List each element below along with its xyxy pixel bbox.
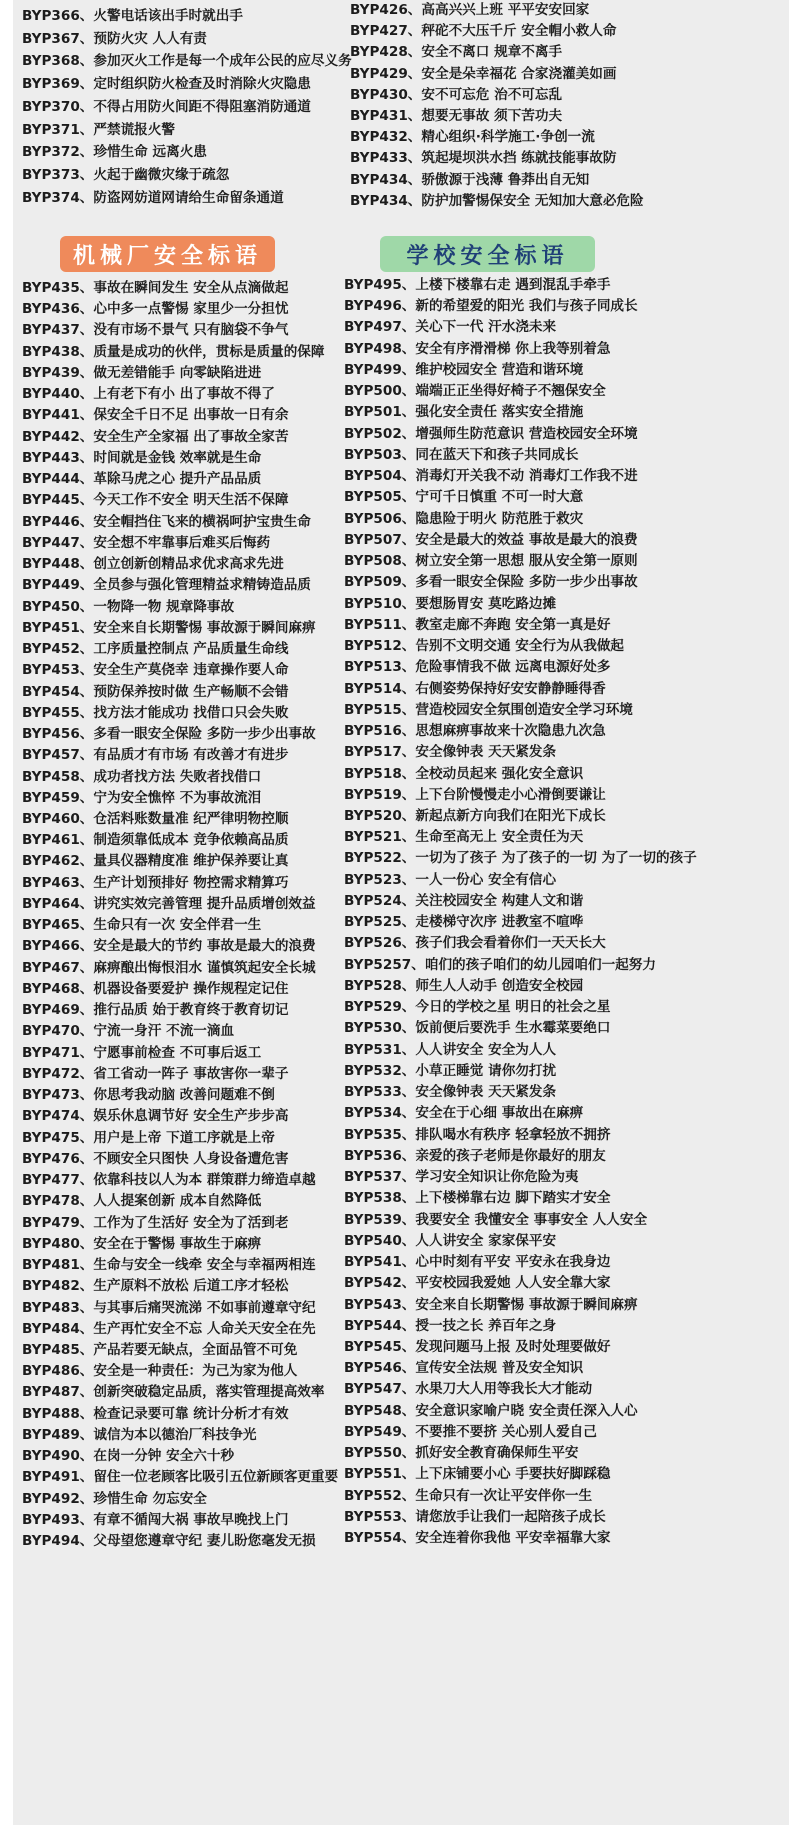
slogan-item: BYP510、要想肠胃安 莫吃路边摊	[344, 595, 557, 612]
slogan-item: BYP515、营造校园安全氛围创造安全学习环境	[344, 701, 633, 718]
slogan-item: BYP518、全校动员起来 强化安全意识	[344, 765, 584, 782]
slogan-item: BYP471、宁愿事前检查 不可事后返工	[22, 1044, 262, 1061]
slogan-item: BYP551、上下床铺要小心 手要扶好脚踩稳	[344, 1466, 611, 1483]
slogan-item: BYP553、请您放手让我们一起陪孩子成长	[344, 1508, 606, 1525]
slogan-item: BYP525、走楼梯守次序 进教室不喧哗	[344, 914, 584, 931]
slogan-item: BYP537、学习安全知识让你危险为夷	[344, 1169, 579, 1186]
slogan-item: BYP438、质量是成功的伙伴，贯标是质量的保障	[22, 343, 325, 360]
slogan-item: BYP484、生产再忙安全不忘 人命关天安全在先	[22, 1320, 316, 1337]
slogan-item: BYP506、隐患险于明火 防范胜于救灾	[344, 510, 584, 527]
slogan-item: BYP476、不顾安全只图快 人身设备遭危害	[22, 1150, 289, 1167]
school-section-title: 学校安全标语	[380, 236, 595, 272]
slogan-item: BYP429、安全是朵幸福花 合家浇灌美如画	[350, 65, 617, 82]
slogan-item: BYP440、上有老下有小 出了事故不得了	[22, 386, 275, 403]
slogan-item: BYP490、在岗一分钟 安全六十秒	[22, 1448, 235, 1465]
school-slogans-list	[344, 275, 697, 1565]
slogan-item: BYP463、生产计划预排好 物控需求精算巧	[22, 874, 289, 891]
slogan-item: BYP474、娱乐休息调节好 安全生产步步高	[22, 1108, 289, 1125]
slogan-item: BYP458、成功者找方法 失败者找借口	[22, 768, 262, 785]
slogan-item: BYP366、火警电话该出手时就出手	[22, 8, 243, 24]
machinery-slogans-list	[22, 278, 352, 1550]
slogan-item: BYP472、省工省动一阵子 事故害你一辈子	[22, 1065, 289, 1082]
slogan-item: BYP535、排队喝水有秩序 轻拿轻放不拥挤	[344, 1126, 611, 1143]
slogan-item: BYP536、亲爱的孩子老师是你最好的朋友	[344, 1147, 606, 1164]
slogan-item: BYP447、安全想不牢靠事后难买后悔药	[22, 534, 271, 551]
slogan-item: BYP499、维护校园安全 营造和谐环境	[344, 361, 584, 378]
slogan-item: BYP448、创立创新创精品求优求高求先进	[22, 556, 284, 573]
slogan-item: BYP496、新的希望爱的阳光 我们与孩子同成长	[344, 298, 638, 315]
slogan-item: BYP465、生命只有一次 安全伴君一生	[22, 917, 262, 934]
slogan-item: BYP554、安全连着你我他 平安幸福靠大家	[344, 1530, 611, 1547]
slogan-item: BYP426、高高兴兴上班 平平安安回家	[350, 2, 590, 18]
slogan-item: BYP507、安全是最大的效益 事故是最大的浪费	[344, 531, 638, 548]
slogan-item: BYP491、留住一位老顾客比吸引五位新顾客更重要	[22, 1469, 339, 1486]
slogan-item: BYP487、创新突破稳定品质，落实管理提高效率	[22, 1384, 325, 1401]
slogan-item: BYP428、安全不离口 规章不离手	[350, 44, 563, 61]
slogan-item: BYP456、多看一眼安全保险 多防一步少出事故	[22, 726, 316, 743]
slogan-item: BYP430、安不可忘危 治不可忘乱	[350, 86, 563, 103]
slogan-item: BYP444、革除马虎之心 提升产品品质	[22, 471, 262, 488]
slogan-item: BYP436、心中多一点警惕 家里少一分担忧	[22, 301, 289, 318]
slogan-item: BYP473、你思考我动脑 改善问题难不倒	[22, 1087, 275, 1104]
slogan-item: BYP516、思想麻痹事故来十次隐患九次急	[344, 723, 606, 740]
slogan-item: BYP443、时间就是金钱 效率就是生命	[22, 449, 262, 466]
slogan-item: BYP432、精心组织·科学施工·争创一流	[350, 129, 595, 146]
slogan-item: BYP505、宁可千日慎重 不可一时大意	[344, 489, 584, 506]
slogan-item: BYP459、宁为安全憔悴 不为事故流泪	[22, 789, 262, 806]
slogan-item: BYP498、安全有序滑滑梯 你上我等别着急	[344, 340, 611, 357]
slogan-item: BYP467、麻痹酿出悔恨泪水 谨慎筑起安全长城	[22, 959, 316, 976]
slogan-item: BYP541、心中时刻有平安 平安永在我身边	[344, 1254, 611, 1271]
slogan-item: BYP478、人人提案创新 成本自然降低	[22, 1193, 262, 1210]
slogan-item: BYP509、多看一眼安全保险 多防一步少出事故	[344, 574, 638, 591]
slogan-item: BYP528、师生人人动手 创造安全校园	[344, 977, 584, 994]
slogan-item: BYP512、告别不文明交通 安全行为从我做起	[344, 638, 625, 655]
slogan-item: BYP542、平安校园我爱她 人人安全靠大家	[344, 1275, 611, 1292]
slogan-item: BYP501、强化安全责任 落实安全措施	[344, 404, 584, 421]
machinery-section-title: 机械厂安全标语	[60, 236, 275, 272]
slogan-item: BYP453、安全生产莫侥幸 违章操作要人命	[22, 662, 289, 679]
slogan-item: BYP468、机器设备要爱护 操作规程定记住	[22, 980, 289, 997]
slogan-item: BYP445、今天工作不安全 明天生活不保障	[22, 492, 289, 509]
slogan-item: BYP493、有章不循闯大祸 事故早晚找上门	[22, 1511, 289, 1528]
slogan-item: BYP511、教室走廊不奔跑 安全第一真是好	[344, 616, 611, 633]
slogan-item: BYP497、关心下一代 汗水浇未来	[344, 319, 557, 336]
slogan-item: BYP368、参加灭火工作是每一个成年公民的应尽义务	[22, 53, 352, 70]
slogan-item: BYP492、珍惜生命 勿忘安全	[22, 1490, 207, 1507]
slogan-item: BYP452、工序质量控制点 产品质量生命线	[22, 641, 289, 658]
slogan-item: BYP543、安全来自长期警惕 事故源于瞬间麻痹	[344, 1296, 638, 1313]
slogan-item: BYP454、预防保养按时做 生产畅顺不会错	[22, 683, 289, 700]
slogan-item: BYP546、宣传安全法规 普及安全知识	[344, 1360, 584, 1377]
slogan-item: BYP470、宁流一身汗 不流一滴血	[22, 1023, 235, 1040]
slogan-item: BYP446、安全帽挡住飞来的横祸呵护宝贵生命	[22, 513, 311, 530]
slogan-item: BYP500、端端正正坐得好椅子不翘保安全	[344, 383, 606, 400]
slogan-item: BYP442、安全生产全家福 出了事故全家苦	[22, 428, 289, 445]
slogan-item: BYP540、人人讲安全 家家保平安	[344, 1232, 557, 1249]
slogan-item: BYP508、树立安全第一思想 服从安全第一原则	[344, 553, 638, 570]
slogan-item: BYP461、制造须靠低成本 竞争依赖高品质	[22, 832, 289, 849]
slogan-item: BYP482、生产原料不放松 后道工序才轻松	[22, 1278, 289, 1295]
slogan-item: BYP520、新起点新方向我们在阳光下成长	[344, 808, 606, 824]
slogan-item: BYP439、做无差错能手 向零缺陷进进	[22, 364, 262, 381]
slogan-item: BYP488、检查记录要可靠 统计分析才有效	[22, 1405, 289, 1422]
slogan-item: BYP483、与其事后痛哭流涕 不如事前遵章守纪	[22, 1299, 316, 1316]
slogan-item: BYP457、有品质才有市场 有改善才有进步	[22, 747, 289, 764]
slogan-item: BYP503、同在蓝天下和孩子共同成长	[344, 446, 579, 463]
slogan-item: BYP533、安全像钟表 天天紧发条	[344, 1084, 557, 1101]
slogan-item: BYP371、严禁谎报火警	[22, 121, 175, 138]
slogan-item: BYP549、不要推不要挤 关心别人爱自己	[344, 1423, 597, 1440]
slogan-item: BYP477、依靠科技以人为本 群策群力缔造卓越	[22, 1172, 316, 1189]
slogan-item: BYP548、安全意识家喻户晓 安全责任深入人心	[344, 1402, 638, 1419]
slogan-item: BYP552、生命只有一次让平安伴你一生	[344, 1487, 593, 1504]
slogan-item: BYP449、全员参与强化管理精益求精铸造品质	[22, 577, 311, 594]
slogan-item: BYP370、不得占用防火间距不得阻塞消防通道	[22, 98, 311, 115]
slogan-item: BYP504、消毒灯开关我不动 消毒灯工作我不进	[344, 468, 638, 485]
slogan-item: BYP523、一人一份心 安全有信心	[344, 871, 557, 888]
slogan-item: BYP367、预防火灾 人人有责	[22, 30, 207, 47]
slogan-item: BYP434、骄傲源于浅薄 鲁莽出自无知	[350, 171, 590, 188]
slogan-item: BYP545、发现问题马上报 及时处理要做好	[344, 1339, 611, 1355]
slogan-item: BYP534、安全在于心细 事故出在麻痹	[344, 1105, 584, 1122]
slogan-item: BYP455、找方法才能成功 找借口只会失败	[22, 704, 289, 721]
slogan-item: BYP441、保安全千日不足 出事故一日有余	[22, 407, 289, 424]
slogan-item: BYP486、安全是一种责任：为己为家为他人	[22, 1363, 298, 1380]
slogan-item: BYP513、危险事情我不做 远离电源好处多	[344, 659, 611, 676]
slogan-item: BYP544、授一技之长 养百年之身	[344, 1317, 557, 1334]
slogan-item: BYP502、增强师生防范意识 营造校园安全环境	[344, 425, 638, 442]
fire-slogans-list	[22, 6, 392, 206]
slogan-item: BYP450、一物降一物 规章降事故	[22, 598, 235, 615]
slogan-item: BYP460、仓活料账数量准 纪严律明物控顺	[22, 811, 289, 827]
slogan-item: BYP469、推行品质 始于教育终于教育切记	[22, 1002, 289, 1019]
slogan-item: BYP519、上下台阶慢慢走小心滑倒要谦让	[344, 786, 606, 803]
slogan-item: BYP481、生命与安全一线牵 安全与幸福两相连	[22, 1257, 316, 1274]
slogan-item: BYP530、饭前便后要洗手 生水霉菜要绝口	[344, 1020, 611, 1037]
slogan-item: BYP475、用户是上帝 下道工序就是上帝	[22, 1129, 275, 1146]
slogan-item: BYP485、产品若要无缺点，全面品管不可免	[22, 1342, 298, 1358]
slogan-item: BYP550、抓好安全教育确保师生平安	[344, 1445, 579, 1462]
slogan-item: BYP431、想要无事故 须下苦功夫	[350, 108, 563, 124]
slogan-item: BYP433、筑起堤坝洪水挡 练就技能事故防	[350, 150, 617, 167]
slogan-item: BYP522、一切为了孩子 为了孩子的一切 为了一切的孩子	[344, 850, 697, 867]
slogan-item: BYP5257、咱们的孩子咱们的幼儿园咱们一起努力	[344, 956, 656, 973]
slogan-item: BYP374、防盗网妨道网请给生命留条通道	[22, 189, 284, 206]
slogan-item: BYP462、量具仪器精度准 维护保养要让真	[22, 853, 289, 870]
slogan-item: BYP531、人人讲安全 安全为人人	[344, 1041, 557, 1058]
slogan-item: BYP494、父母望您遵章守纪 妻儿盼您毫发无损	[22, 1533, 316, 1550]
slogan-item: BYP539、我要安全 我懂安全 事事安全 人人安全	[344, 1211, 648, 1228]
slogan-item: BYP373、火起于幽微灾缘于疏忽	[22, 166, 230, 183]
slogan-item: BYP369、定时组织防火检查及时消除火灾隐患	[22, 76, 311, 93]
slogan-item: BYP495、上楼下楼靠右走 遇到混乱手牵手	[344, 277, 611, 293]
slogan-item: BYP435、事故在瞬间发生 安全从点滴做起	[22, 280, 289, 296]
slogan-item: BYP434、防护加警惕保安全 无知加大意必危险	[350, 192, 644, 209]
slogan-item: BYP489、诚信为本以德治厂科技争光	[22, 1426, 257, 1443]
slogan-item: BYP437、没有市场不景气 只有脑袋不争气	[22, 322, 289, 339]
slogan-item: BYP517、安全像钟表 天天紧发条	[344, 744, 557, 761]
slogan-item: BYP529、今日的学校之星 明日的社会之星	[344, 999, 611, 1016]
slogan-item: BYP451、安全来自长期警惕 事故源于瞬间麻痹	[22, 619, 316, 636]
slogan-item: BYP479、工作为了生活好 安全为了活到老	[22, 1214, 289, 1231]
slogan-item: BYP521、生命至高无上 安全责任为天	[344, 829, 584, 846]
slogan-item: BYP532、小草正睡觉 请你勿打扰	[344, 1062, 557, 1079]
site-slogans-list	[350, 0, 770, 212]
slogan-item: BYP524、关注校园安全 构建人文和谐	[344, 892, 584, 909]
slogan-item: BYP464、讲究实效完善管理 提升品质增创效益	[22, 895, 316, 912]
slogan-item: BYP526、孩子们我会看着你们一天天长大	[344, 935, 606, 952]
slogan-item: BYP466、安全是最大的节约 事故是最大的浪费	[22, 938, 316, 955]
slogan-item: BYP514、右侧姿势保持好安安静静睡得香	[344, 680, 606, 697]
slogan-item: BYP427、秤砣不大压千斤 安全帽小救人命	[350, 23, 617, 40]
slogan-item: BYP372、珍惜生命 远离火患	[22, 144, 207, 161]
slogan-item: BYP547、水果刀大人用等我长大才能动	[344, 1381, 593, 1398]
slogan-item: BYP538、上下楼梯靠右边 脚下踏实才安全	[344, 1190, 611, 1207]
slogan-item: BYP480、安全在于警惕 事故生于麻痹	[22, 1235, 262, 1252]
